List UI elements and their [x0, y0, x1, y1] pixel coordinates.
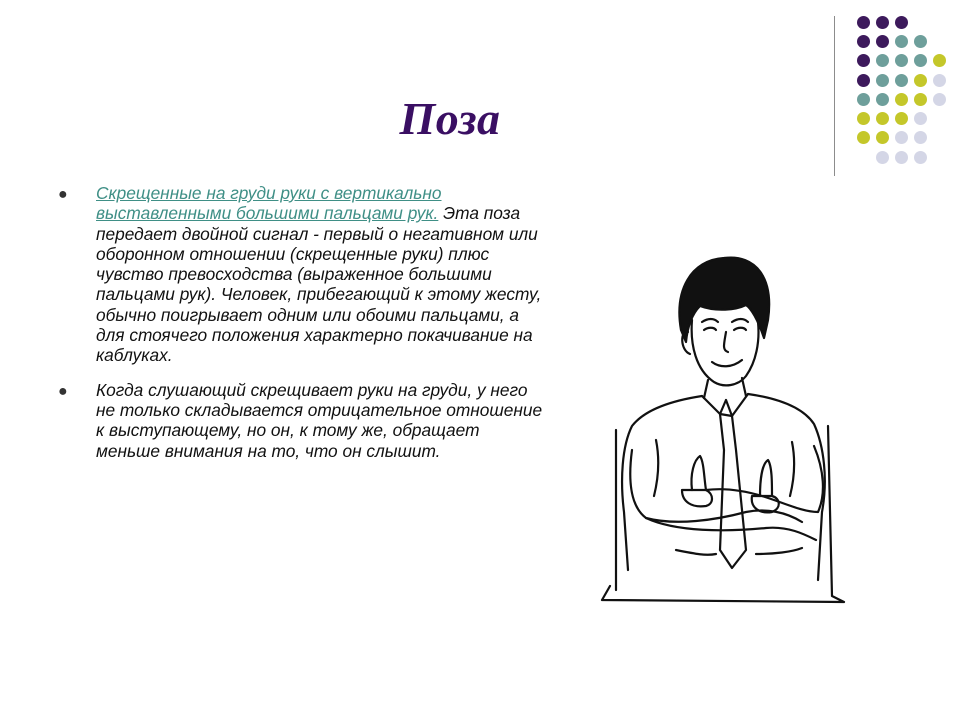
decorative-dot: [895, 74, 908, 87]
bullet-body: Эта поза передает двойной сигнал - первый о негативном или оборонном отношении (скрещенные руки) плюс чувство превосходства (выраженное большими пальцами рук). Человек, прибегающий к этому жесту, обычно поигрывает одним или обоими пальцами, а для стоячего положения характерно покачивание на каблуках.: [96, 203, 542, 366]
decorative-dot: [857, 112, 870, 125]
eyebrow-left: [702, 319, 718, 322]
face-outline: [692, 320, 759, 385]
decorative-dot: [895, 151, 908, 164]
bullet-list: [58, 183, 544, 475]
shirt-folds: [654, 440, 802, 555]
decorative-dot: [876, 54, 889, 67]
decorative-dot: [895, 35, 908, 48]
decorative-dot: [857, 131, 870, 144]
decorative-dot: [914, 35, 927, 48]
decorative-dot: [857, 74, 870, 87]
decorative-dot: [914, 93, 927, 106]
decorative-dot: [895, 16, 908, 29]
decorative-dot: [914, 54, 927, 67]
decorative-dot: [876, 151, 889, 164]
eyebrow-right: [732, 319, 748, 322]
decorative-dot: [857, 35, 870, 48]
decorative-dot: [876, 131, 889, 144]
decorative-dot: [895, 93, 908, 106]
decorative-dot-grid: [0, 0, 960, 200]
bullet-body: Когда слушающий скрещивает руки на груди, у него не только складывается отрицательное отношение к выступающему, но он, к тому же, обращает меньше внимания на то, что он слышит.: [96, 379, 543, 461]
bullet-icon: ●: [58, 382, 68, 400]
bullet-item: [58, 183, 544, 366]
bullet-item: [58, 380, 544, 461]
decorative-dot: [933, 74, 946, 87]
decorative-dot: [857, 16, 870, 29]
hair-shape: [679, 258, 769, 342]
decorative-dot: [857, 54, 870, 67]
decorative-dot: [876, 93, 889, 106]
decorative-dot: [895, 54, 908, 67]
bullet-icon: ●: [58, 186, 68, 203]
fist-left: [682, 490, 712, 506]
decorative-dot: [876, 112, 889, 125]
bullet-text: [96, 183, 544, 366]
decorative-dot: [895, 112, 908, 125]
decorative-dot: [933, 93, 946, 106]
collar-left: [702, 396, 726, 414]
eye-left: [704, 328, 716, 330]
eye-right: [734, 328, 746, 330]
decorative-dot: [876, 35, 889, 48]
bullet-text: [96, 380, 544, 461]
decorative-dot: [876, 16, 889, 29]
decorative-dot: [914, 131, 927, 144]
decorative-dot: [876, 74, 889, 87]
decorative-dot: [857, 93, 870, 106]
decorative-dot: [933, 54, 946, 67]
illustration-man-crossed-arms: [596, 250, 846, 610]
slide-title: Поза: [399, 93, 501, 144]
collar-right: [726, 394, 748, 416]
bullet-link[interactable]: Скрещенные на груди руки с вертикально выставленными большими пальцами рук.: [96, 183, 442, 224]
mouth: [712, 360, 742, 366]
decorative-dot: [895, 131, 908, 144]
nose: [724, 332, 728, 352]
decorative-dot: [914, 112, 927, 125]
decorative-dot: [914, 74, 927, 87]
decorative-dot: [914, 151, 927, 164]
thumb-right: [760, 460, 772, 496]
thumb-left: [691, 456, 706, 490]
